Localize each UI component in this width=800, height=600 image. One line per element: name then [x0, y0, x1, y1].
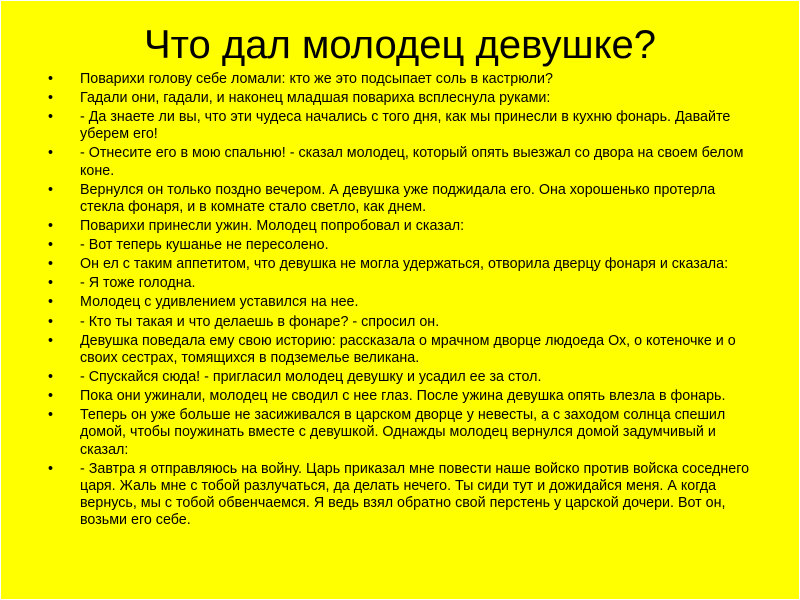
bullet-text: Пока они ужинали, молодец не сводил с нее глаз. После ужина девушка опять влезла в фонарь.: [80, 388, 726, 405]
bullet-text: Теперь он уже больше не засиживался в царском дворце у невесты, а с заходом солнца спешил домой, чтобы поужинать вместе с девушкой. Однажды молодец вернулся домой задумчивый и сказал:: [80, 407, 726, 458]
bullet-marker: •: [48, 368, 54, 385]
bullet-marker: •: [48, 388, 54, 405]
bullet-item: [48, 333, 758, 367]
bullet-marker: •: [48, 407, 54, 424]
bullet-marker: •: [48, 71, 54, 87]
bullet-item: [48, 218, 758, 235]
bullet-marker: •: [48, 313, 54, 330]
bullet-marker: •: [48, 90, 54, 107]
bullet-text: - Кто ты такая и что делаешь в фонаре? - спросил он.: [80, 313, 440, 330]
bullet-marker: •: [48, 460, 54, 477]
bullet-marker: •: [48, 218, 54, 235]
bullet-item: [48, 145, 758, 179]
bullet-text: Гадали они, гадали, и наконец младшая повариха всплеснула руками:: [80, 90, 551, 107]
bullet-text: - Вот теперь кушанье не пересолено.: [80, 237, 329, 254]
bullet-item: [48, 71, 758, 88]
bullet-item: [48, 182, 758, 216]
bullet-item: [48, 90, 758, 107]
bullet-item: [48, 294, 758, 311]
bullet-item: [48, 461, 758, 530]
bullet-item: [48, 275, 758, 292]
bullet-marker: •: [48, 181, 54, 198]
bullet-item: [48, 388, 758, 405]
bullet-text: - Отнесите его в мою спальню! - сказал молодец, который опять выезжал со двора на своем белом коне.: [80, 145, 744, 179]
bullet-text: - Спускайся сюда! - пригласил молодец девушку и усадил ее за стол.: [80, 368, 542, 385]
bullet-text: - Я тоже голодна.: [80, 275, 196, 292]
bullet-item: [48, 314, 758, 331]
bullet-marker: •: [48, 237, 54, 254]
bullet-marker: •: [48, 145, 54, 162]
bullet-item: [48, 237, 758, 254]
bullet-text: Вернулся он только поздно вечером. А девушка уже поджидала его. Она хорошенько протерла стекла фонаря, и в комнате стало светло, как днем.: [80, 181, 716, 215]
bullet-item: [48, 369, 758, 386]
bullet-text: Молодец с удивлением уставился на нее.: [80, 294, 359, 311]
slide-title: Что дал молодец девушке?: [143, 23, 657, 67]
bullet-item: [48, 109, 758, 143]
bullet-text: Девушка поведала ему свою историю: рассказала о мрачном дворце людоеда Ох, о котеночке и о своих сестрах, томящихся в подземелье великана.: [80, 332, 736, 366]
bullet-text: Поварихи принесли ужин. Молодец попробовал и сказал:: [80, 218, 465, 235]
bullet-item: [48, 256, 758, 273]
bullet-text: Поварихи голову себе ломали: кто же это подсыпает соль в кастрюли?: [80, 71, 553, 87]
bullet-text: - Завтра я отправляюсь на войну. Царь приказал мне повести наше войско против войска соседнего царя. Жаль мне с тобой разлучаться, да делать нечего. Ты сиди тут и дожидайся меня. А когда вернусь, мы с тобой обвенчаемся. Я ведь взял обратно свой перстень у царской дочери. Вот он, возьми его себе.: [80, 460, 750, 529]
slide: [1, 1, 799, 599]
bullet-text: Он ел с таким аппетитом, что девушка не могла удержаться, отворила дверцу фонаря и сказала:: [80, 256, 729, 273]
bullet-marker: •: [48, 275, 54, 292]
bullet-marker: •: [48, 256, 54, 273]
bullet-marker: •: [48, 109, 54, 126]
bullet-text: - Да знаете ли вы, что эти чудеса начались с того дня, как мы принесли в кухню фонарь. Давайте уберем его!: [80, 109, 731, 143]
bullet-list: [48, 71, 758, 531]
bullet-marker: •: [48, 332, 54, 349]
bullet-item: [48, 407, 758, 459]
bullet-marker: •: [48, 294, 54, 311]
